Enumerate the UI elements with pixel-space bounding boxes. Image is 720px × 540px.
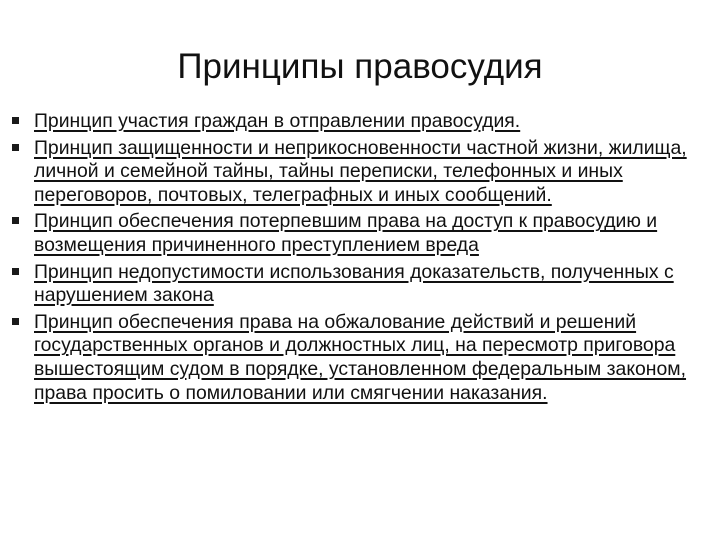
slide-title: Принципы правосудия	[177, 47, 543, 87]
bullet-text: Принцип защищенности и неприкосновенности частной жизни, жилища, личной и семейной тайны, тайны переписки, телефонных и иных переговоров, почтовых, телеграфных и иных сообщений.	[34, 136, 687, 206]
bullet-text: Принцип обеспечения потерпевшим права на доступ к правосудию и возмещения причиненного преступлением вреда	[34, 210, 658, 256]
square-bullet-icon	[12, 144, 19, 151]
square-bullet-icon	[12, 217, 19, 224]
bullet-list	[12, 110, 702, 408]
bullet-item	[12, 311, 702, 405]
square-bullet-icon	[12, 318, 19, 325]
bullet-item	[12, 261, 702, 308]
square-bullet-icon	[12, 117, 19, 124]
bullet-item	[12, 110, 702, 134]
square-bullet-icon	[12, 268, 19, 275]
bullet-item	[12, 137, 702, 208]
bullet-item	[12, 210, 702, 257]
bullet-text: Принцип недопустимости использования доказательств, полученных с нарушением закона	[34, 260, 674, 307]
bullet-text: Принцип обеспечения права на обжалование действий и решений государственных органов и должностных лиц, на пересмотр приговора вышестоящим судом в порядке, установленном федеральным законом, права просить о помиловании или смягчении наказания.	[34, 310, 687, 404]
bullet-text: Принцип участия граждан в отправлении правосудия.	[34, 110, 521, 132]
